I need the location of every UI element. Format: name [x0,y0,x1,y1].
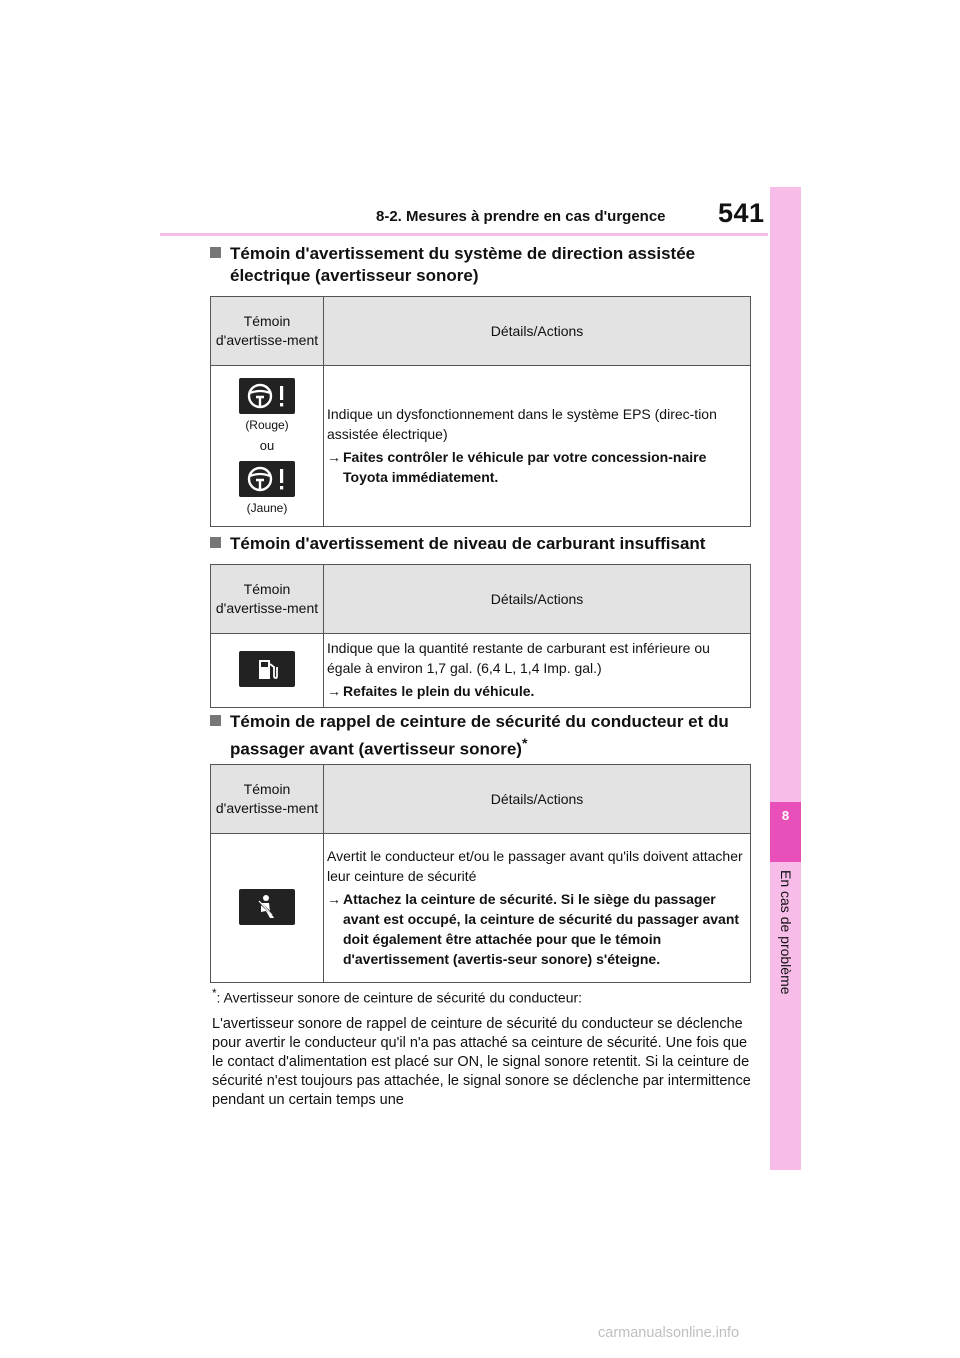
watermark: carmanualsonline.info [598,1325,740,1341]
action-text: Attachez la ceinture de sécurité. Si le siège du passager avant est occupé, la ceinture de sécurité du passager avant doit également être attachée pour que le témoin d'avertissement (avertis-seur sonore) s'éteigne. [343,890,740,967]
detail-text: Indique un dysfonctionnement dans le système EPS (direc-tion assistée électrique) [327,405,717,442]
chapter-title [770,870,801,1030]
column-header-indicator: Témoin d'avertisse-ment [211,297,324,366]
steering-warning-icon [239,378,295,414]
section-heading-eps [212,243,760,287]
body-paragraph: L'avertisseur sonore de rappel de ceinture de sécurité du conducteur se déclenche pour avertir le conducteur qu'il n'a pas attaché sa ceinture de sécurité. Une fois que le contact d'alimentation est placé sur ON, le signal sonore retentit. Si la ceinture de sécurité n'est toujours pas attachée, le signal sonore se déclenche par intermittence pendant un certain temps une [212,1016,751,1108]
section-heading-label: Témoin de rappel de ceinture de sécurité du conducteur et du passager avant (avertisseur sonore) [230,712,729,759]
fuel-pump-icon [239,651,295,687]
indicator-cell [211,366,324,527]
action-item [327,681,746,701]
action-item [327,889,746,969]
column-header-details: Détails/Actions [324,565,751,634]
details-cell [324,834,751,983]
footnote-text: : Avertisseur sonore de ceinture de sécurité du conducteur: [216,989,583,1006]
or-label: ou [259,437,275,453]
square-bullet-icon [210,247,221,258]
section-heading-text: Témoin d'avertissement de niveau de carburant insuffisant [230,534,706,553]
square-bullet-icon [210,537,221,548]
section-heading-text: Témoin d'avertissement du système de direction assistée électrique (avertisseur sonore) [230,244,696,285]
details-cell [324,634,751,708]
action-item [327,447,746,487]
footnote [212,987,582,1006]
footnote-mark: * [212,987,217,1000]
action-text: Faites contrôler le véhicule par votre concession-naire Toyota immédiatement. [343,448,707,485]
arrow-icon: → [327,448,341,465]
chapter-number: 8 [781,808,790,823]
footnote-marker: * [521,736,528,752]
icon-caption-red: (Rouge) [245,417,289,432]
warning-table-fuel [210,564,751,708]
column-header-indicator: Témoin d'avertisse-ment [211,765,324,834]
arrow-icon: → [327,890,341,907]
indicator-cell [211,634,324,708]
section-heading-text [230,711,760,761]
square-bullet-icon [210,715,221,726]
warning-table-eps [210,296,751,527]
details-cell [324,366,751,527]
header-rule [160,233,768,236]
detail-text: Avertit le conducteur et/ou le passager avant qu'ils doivent attacher leur ceinture de sécurité [327,847,743,884]
chapter-title-text: En cas de problème [777,870,794,995]
indicator-cell [211,834,324,983]
section-heading-seatbelt [212,711,760,761]
warning-table-seatbelt [210,764,751,983]
detail-text: Indique que la quantité restante de carburant est inférieure ou égale à environ 1,7 gal. (6,4 L, 1,4 Imp. gal.) [327,640,710,676]
section-heading-fuel [212,533,760,555]
arrow-icon: → [327,683,341,699]
seatbelt-icon [239,889,295,925]
chapter-number-box [770,802,801,862]
icon-caption-yellow: (Jaune) [246,500,288,515]
header-section-title: 8-2. Mesures à prendre en cas d'urgence [376,208,666,225]
action-text: Refaites le plein du véhicule. [343,683,535,699]
steering-warning-icon [239,461,295,497]
column-header-details: Détails/Actions [324,297,751,366]
column-header-details: Détails/Actions [324,765,751,834]
page-number: 541 [718,198,765,228]
column-header-indicator: Témoin d'avertisse-ment [211,565,324,634]
